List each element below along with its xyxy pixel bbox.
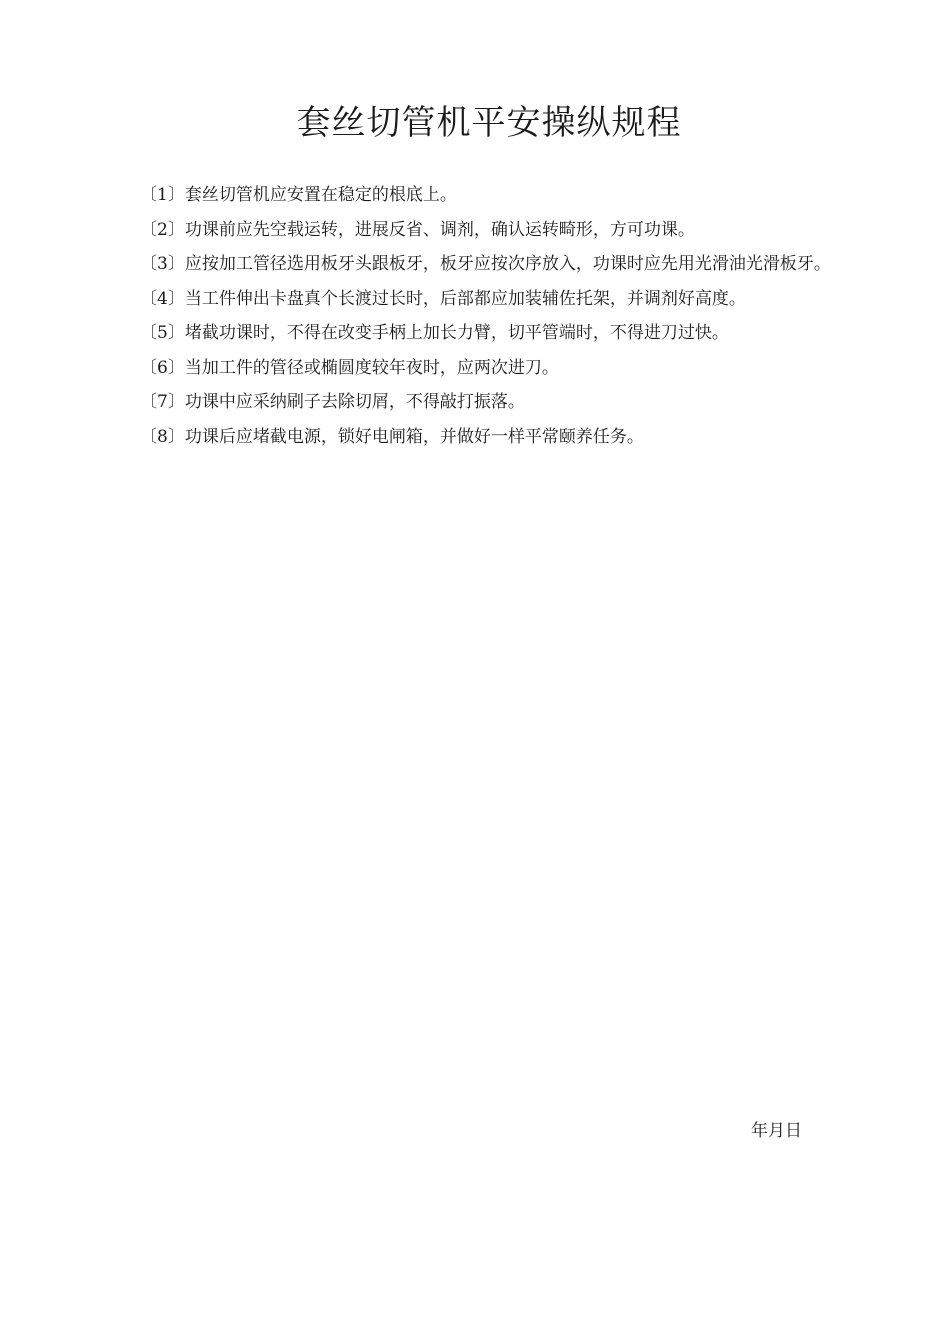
rule-item-5: 〔5〕堵截功课时，不得在改变手柄上加长力臂，切平管端时，不得进刀过快。 [140, 323, 729, 343]
rule-item-7: 〔7〕功课中应采纳刷子去除切屑，不得敲打振落。 [140, 392, 525, 412]
rule-item-1: 〔1〕套丝切管机应安置在稳定的根底上。 [140, 185, 457, 205]
rule-item-3: 〔3〕应按加工管径选用板牙头跟板牙，板牙应按次序放入，功课时应先用光滑油光滑板牙。 [140, 254, 831, 274]
rules-list [100, 178, 880, 454]
document-title: 套丝切管机平安操纵规程 [296, 103, 682, 143]
rule-item-2: 〔2〕功课前应先空载运转，进展反省、调剂，确认运转畸形，方可功课。 [140, 219, 695, 240]
rule-item-6: 〔6〕当加工件的管径或椭圆度较年夜时，应两次进刀。 [140, 357, 559, 378]
rule-item-4: 〔4〕当工件伸出卡盘真个长渡过长时，后部都应加装辅佐托架，并调剂好高度。 [140, 288, 746, 309]
date-line: 年月日 [751, 1121, 802, 1141]
rule-item-8: 〔8〕功课后应堵截电源，锁好电闸箱，并做好一样平常颐养任务。 [140, 426, 644, 447]
